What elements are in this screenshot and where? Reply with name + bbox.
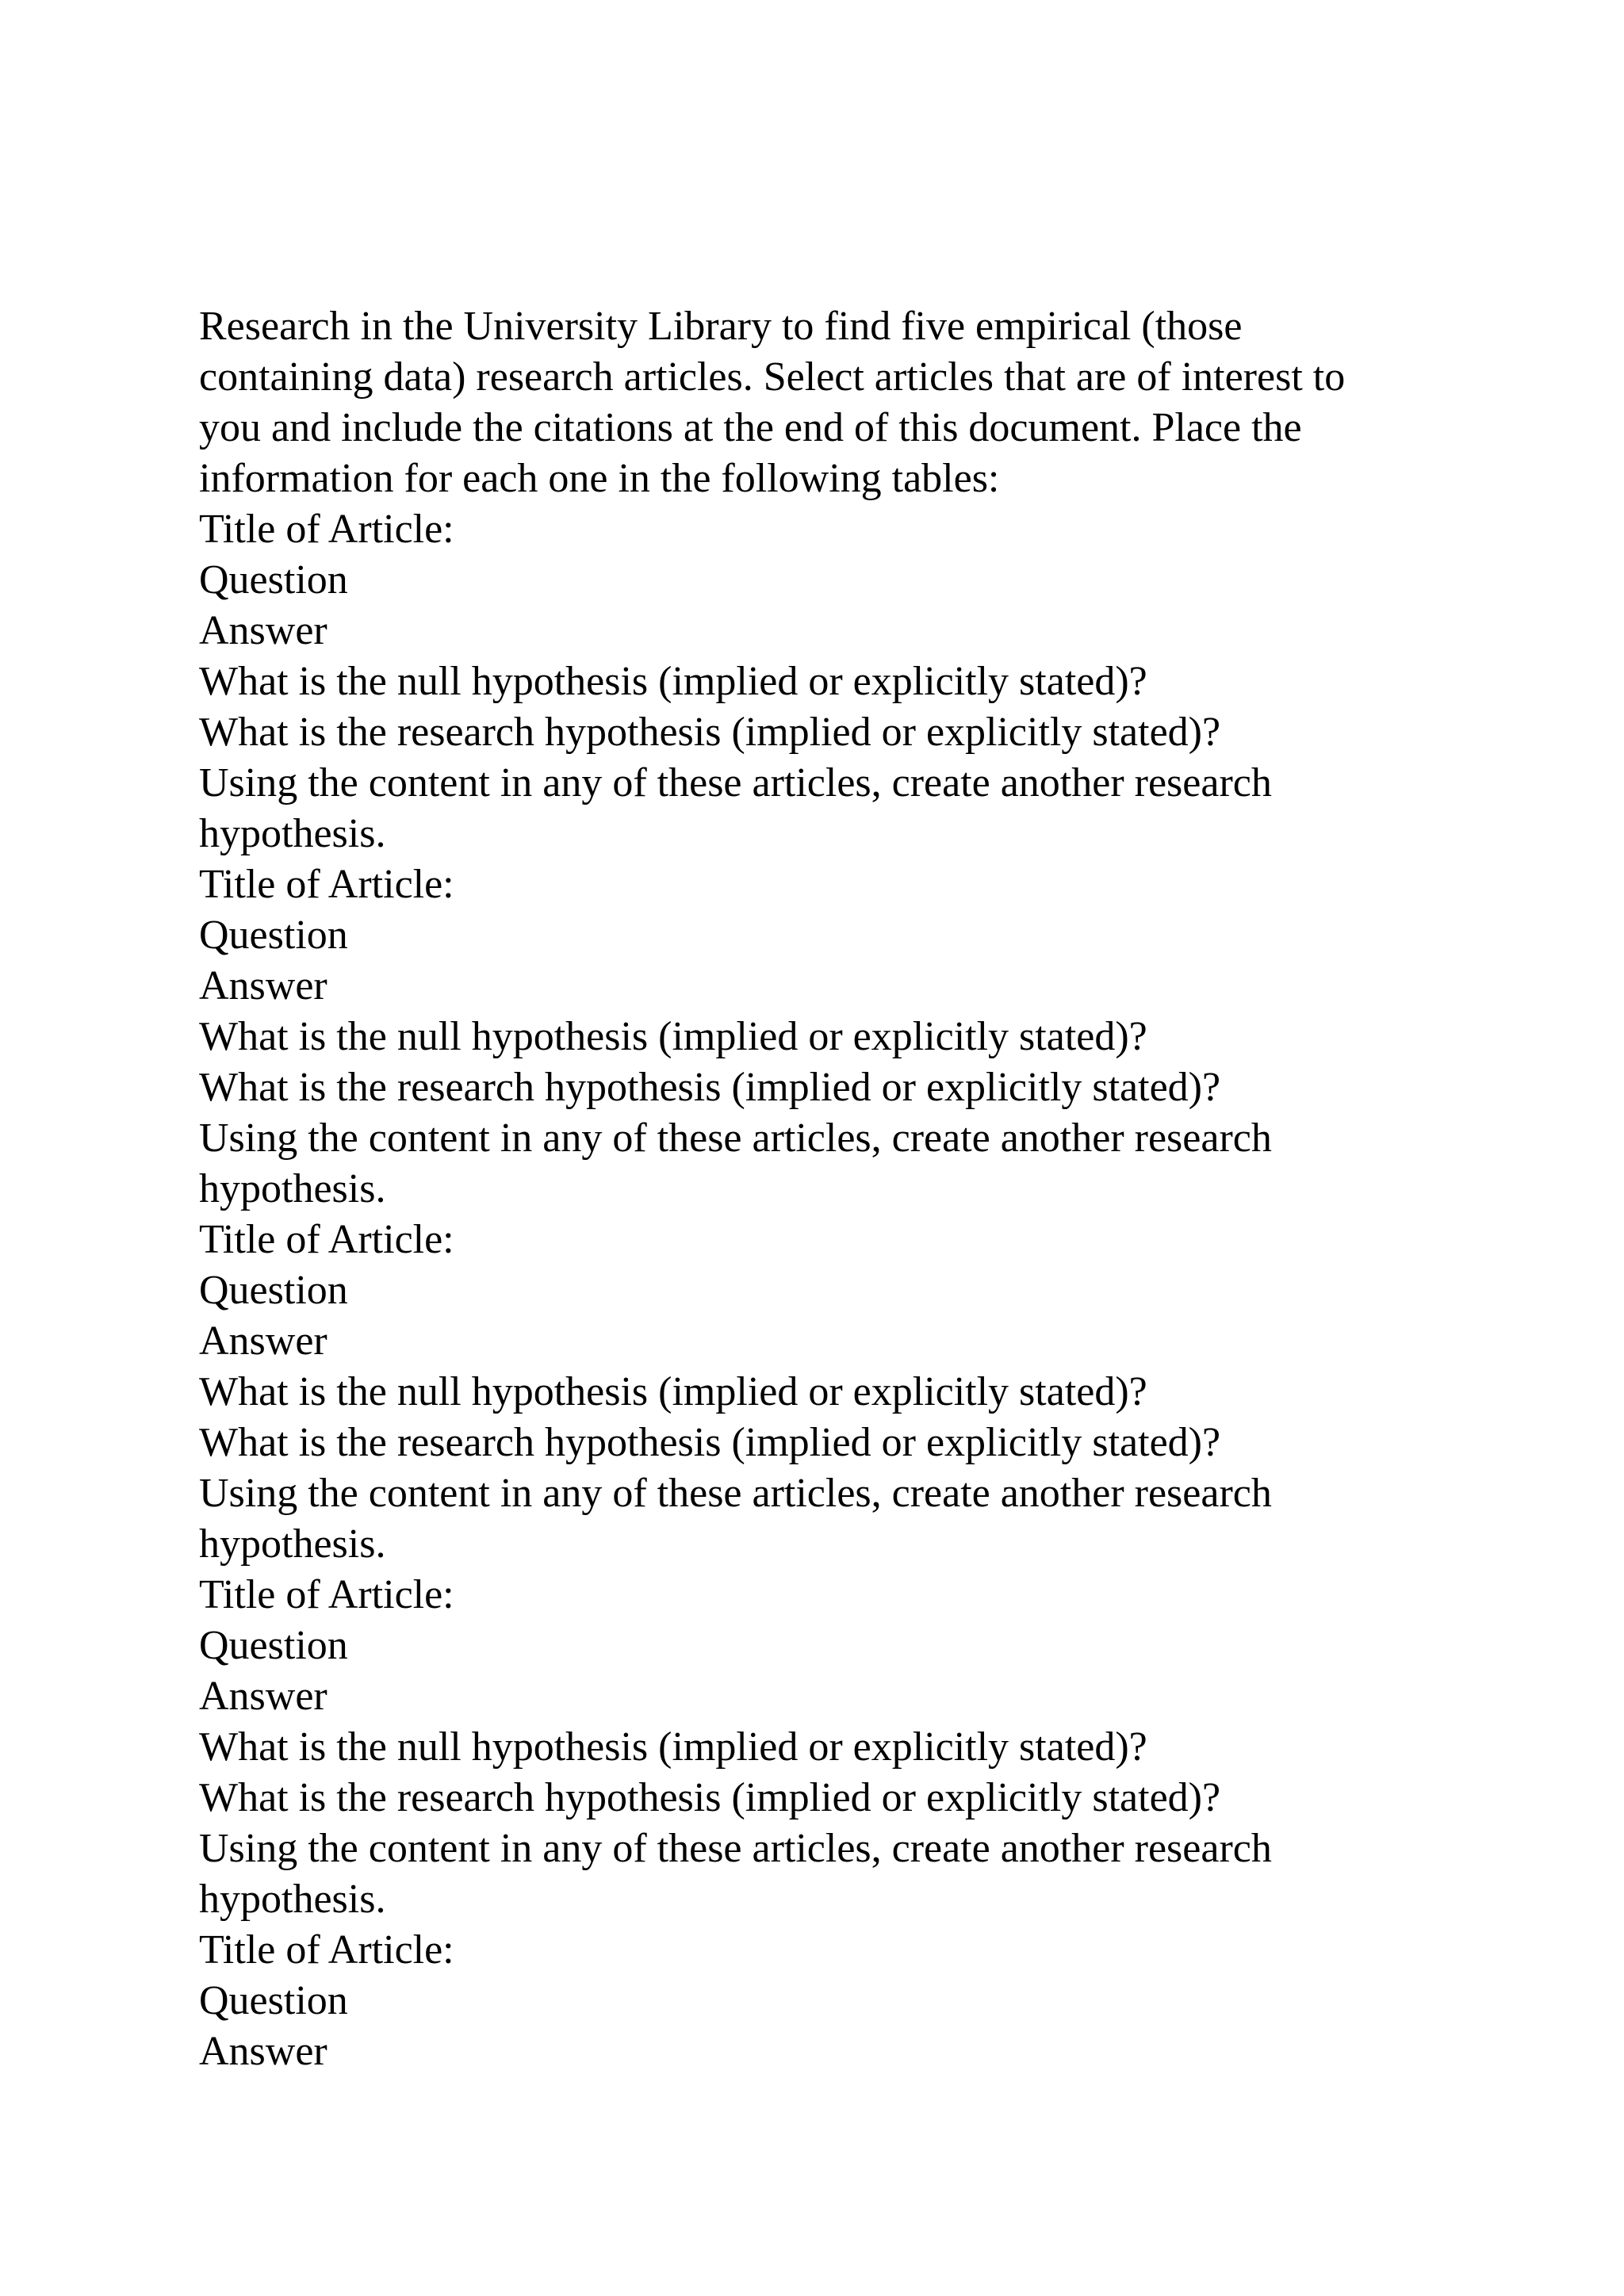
article-section-2	[199, 859, 1436, 1215]
answer-header: Answer	[199, 1318, 327, 1364]
answer-header: Answer	[199, 1674, 327, 1719]
null-hypothesis-question: What is the null hypothesis (implied or explicitly stated)?	[199, 1369, 1147, 1414]
research-hypothesis-question: What is the research hypothesis (implied or explicitly stated)?	[199, 1420, 1221, 1465]
research-hypothesis-question: What is the research hypothesis (implied or explicitly stated)?	[199, 1065, 1221, 1110]
answer-header: Answer	[199, 608, 327, 653]
research-hypothesis-question: What is the research hypothesis (implied or explicitly stated)?	[199, 710, 1221, 755]
article-title-label: Title of Article:	[199, 862, 454, 907]
document-body	[199, 301, 1436, 2077]
article-section-3	[199, 1215, 1436, 1570]
null-hypothesis-question: What is the null hypothesis (implied or explicitly stated)?	[199, 1014, 1147, 1059]
null-hypothesis-question: What is the null hypothesis (implied or explicitly stated)?	[199, 1724, 1147, 1770]
research-hypothesis-question: What is the research hypothesis (implied or explicitly stated)?	[199, 1775, 1221, 1820]
answer-header: Answer	[199, 2029, 327, 2074]
instructions-paragraph: Research in the University Library to find five empirical (those containing data) research articles. Select articles that are of interest to you and include the citations at the end of this document. Place the information for each one in the following tables:	[199, 304, 1346, 501]
article-title-label: Title of Article:	[199, 507, 454, 552]
question-header: Question	[199, 1623, 348, 1668]
article-title-label: Title of Article:	[199, 1572, 454, 1617]
new-hypothesis-question: Using the content in any of these articles, create another research hypothesis.	[199, 1115, 1272, 1211]
article-section-4	[199, 1570, 1436, 1925]
article-title-label: Title of Article:	[199, 1217, 454, 1262]
question-header: Question	[199, 1978, 348, 2023]
question-header: Question	[199, 913, 348, 958]
article-section-1	[199, 504, 1436, 859]
new-hypothesis-question: Using the content in any of these articles, create another research hypothesis.	[199, 760, 1272, 856]
article-title-label: Title of Article:	[199, 1927, 454, 1973]
question-header: Question	[199, 1268, 348, 1313]
article-section-5	[199, 1925, 1436, 2077]
new-hypothesis-question: Using the content in any of these articles, create another research hypothesis.	[199, 1826, 1272, 1922]
null-hypothesis-question: What is the null hypothesis (implied or explicitly stated)?	[199, 659, 1147, 704]
new-hypothesis-question: Using the content in any of these articles, create another research hypothesis.	[199, 1471, 1272, 1567]
question-header: Question	[199, 557, 348, 603]
answer-header: Answer	[199, 963, 327, 1008]
